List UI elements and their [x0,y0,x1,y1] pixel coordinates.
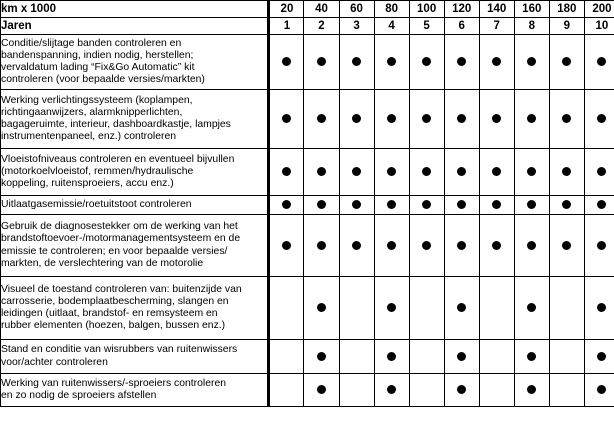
interval-cell [549,215,584,277]
check-dot-icon [352,167,361,176]
check-dot-icon [457,352,466,361]
check-dot-icon [317,200,326,209]
task-description-line: (motorkoelvloeistof, remmen/hydraulische [1,165,194,177]
check-dot-icon [387,200,396,209]
check-dot-icon [387,241,396,250]
task-description [1,374,269,407]
check-dot-icon [527,200,536,209]
check-dot-icon [282,57,291,66]
check-dot-icon [562,114,571,123]
km-value: 20 [269,1,304,18]
check-dot-icon [597,303,606,312]
km-header-row [1,1,614,18]
task-description-line: voor/achter controleren [1,356,108,368]
interval-cell [374,374,409,407]
schedule-row [1,196,614,215]
task-description-line: controleren (voor bepaalde versies/markten) [1,74,205,86]
check-dot-icon [352,57,361,66]
interval-cell [374,196,409,215]
check-dot-icon [492,200,501,209]
interval-cell [549,277,584,340]
interval-cell [514,196,549,215]
interval-cell [339,374,374,407]
years-header-row [1,18,614,35]
check-dot-icon [457,385,466,394]
check-dot-icon [282,200,291,209]
check-dot-icon [527,352,536,361]
interval-cell [514,277,549,340]
task-description-line: richtingaanwijzers, alarmknipperlichten, [1,106,183,118]
interval-cell [549,196,584,215]
interval-cell [374,35,409,90]
interval-cell [409,340,444,374]
interval-cell [409,277,444,340]
check-dot-icon [387,167,396,176]
check-dot-icon [492,241,501,250]
km-value: 200 [584,1,614,18]
interval-cell [549,149,584,196]
interval-cell [339,215,374,277]
check-dot-icon [422,241,431,250]
interval-cell [584,215,614,277]
check-dot-icon [597,241,606,250]
task-description-line: Uitlaatgasemissie/roetuitstoot controleren [1,198,192,210]
check-dot-icon [387,57,396,66]
interval-cell [514,215,549,277]
check-dot-icon [597,200,606,209]
schedule-row [1,90,614,149]
task-description-line: vervaldatum lading “Fix&Go Automatic” kit [1,62,195,73]
km-value: 80 [374,1,409,18]
interval-cell [584,90,614,149]
check-dot-icon [492,167,501,176]
check-dot-icon [457,200,466,209]
interval-cell [444,277,479,340]
check-dot-icon [352,241,361,250]
interval-cell [269,215,304,277]
interval-cell [339,90,374,149]
interval-cell [479,340,514,374]
task-description-line: instrumentenpaneel, enz.) controleren [1,131,177,143]
interval-cell [409,374,444,407]
interval-cell [479,277,514,340]
check-dot-icon [317,385,326,394]
interval-cell [339,35,374,90]
interval-cell [584,277,614,340]
interval-cell [444,340,479,374]
interval-cell [339,277,374,340]
km-value: 40 [304,1,339,18]
check-dot-icon [282,114,291,123]
interval-cell [374,90,409,149]
task-description-line: carrosserie, bodemplaatbescherming, slangen en [1,295,229,307]
year-value: 5 [409,18,444,35]
interval-cell [584,196,614,215]
interval-cell [514,149,549,196]
km-value: 60 [339,1,374,18]
check-dot-icon [527,167,536,176]
km-label: km x 1000 [1,1,269,18]
check-dot-icon [387,385,396,394]
interval-cell [584,35,614,90]
interval-cell [549,374,584,407]
year-value: 9 [549,18,584,35]
check-dot-icon [597,385,606,394]
schedule-row [1,277,614,340]
task-description-line: Gebruik de diagnosestekker om de werking van het [1,221,238,233]
task-description [1,196,269,215]
check-dot-icon [457,241,466,250]
year-value: 3 [339,18,374,35]
check-dot-icon [422,167,431,176]
task-description [1,35,269,90]
check-dot-icon [282,167,291,176]
year-value: 2 [304,18,339,35]
interval-cell [339,149,374,196]
check-dot-icon [317,114,326,123]
interval-cell [269,35,304,90]
year-value: 6 [444,18,479,35]
interval-cell [304,90,339,149]
check-dot-icon [422,57,431,66]
task-description [1,90,269,149]
interval-cell [549,35,584,90]
interval-cell [304,149,339,196]
check-dot-icon [527,385,536,394]
schedule-row [1,340,614,374]
check-dot-icon [317,57,326,66]
interval-cell [444,196,479,215]
interval-cell [444,374,479,407]
interval-cell [514,35,549,90]
interval-cell [479,149,514,196]
interval-cell [514,374,549,407]
interval-cell [269,149,304,196]
interval-cell [409,215,444,277]
interval-cell [304,340,339,374]
check-dot-icon [457,114,466,123]
interval-cell [584,149,614,196]
year-value: 4 [374,18,409,35]
interval-cell [549,340,584,374]
interval-cell [409,35,444,90]
years-label: Jaren [1,18,269,35]
interval-cell [479,215,514,277]
schedule-row [1,149,614,196]
check-dot-icon [527,303,536,312]
interval-cell [304,196,339,215]
check-dot-icon [562,57,571,66]
year-value: 7 [479,18,514,35]
interval-cell [269,196,304,215]
km-value: 160 [514,1,549,18]
year-value: 10 [584,18,614,35]
km-value: 180 [549,1,584,18]
task-description-line: emissie te controleren; en voor bepaalde versies/ [1,245,228,257]
task-description-line: rubber elementen (hoezen, balgen, bussen enz.) [1,320,226,332]
check-dot-icon [317,167,326,176]
interval-cell [444,35,479,90]
task-description-line: Visueel de toestand controleren van: buitenzijde van [1,283,242,295]
interval-cell [269,277,304,340]
task-description [1,277,269,340]
task-description [1,215,269,277]
interval-cell [374,340,409,374]
check-dot-icon [492,57,501,66]
km-value: 100 [409,1,444,18]
check-dot-icon [387,114,396,123]
task-description-line: leidingen (uitlaat, brandstof- en remsysteem en [1,308,218,319]
schedule-row [1,215,614,277]
interval-cell [339,196,374,215]
check-dot-icon [317,352,326,361]
interval-cell [479,90,514,149]
check-dot-icon [527,114,536,123]
interval-cell [479,374,514,407]
task-description-line: Werking van ruitenwissers/-sproeiers controleren [1,377,227,389]
interval-cell [304,374,339,407]
interval-cell [269,374,304,407]
check-dot-icon [352,114,361,123]
task-description-line: markten, de verslechtering van de motorolie [1,257,204,269]
interval-cell [304,277,339,340]
task-description-line: en zo nodig de sproeiers afstellen [1,390,157,401]
task-description [1,149,269,196]
check-dot-icon [597,114,606,123]
interval-cell [514,340,549,374]
task-description-line: koppeling, ruitensproeiers, accu enz.) [1,178,174,190]
interval-cell [479,196,514,215]
interval-cell [304,215,339,277]
check-dot-icon [597,352,606,361]
task-description-line: Werking verlichtingssysteem (koplampen, [1,94,193,106]
interval-cell [444,149,479,196]
km-value: 120 [444,1,479,18]
interval-cell [409,149,444,196]
check-dot-icon [562,241,571,250]
interval-cell [514,90,549,149]
check-dot-icon [457,167,466,176]
interval-cell [409,90,444,149]
interval-cell [409,196,444,215]
interval-cell [304,35,339,90]
interval-cell [584,374,614,407]
interval-cell [479,35,514,90]
task-description-line: Stand en conditie van wisrubbers van ruitenwissers [1,344,238,356]
check-dot-icon [457,57,466,66]
interval-cell [444,215,479,277]
interval-cell [374,215,409,277]
interval-cell [269,90,304,149]
interval-cell [584,340,614,374]
task-description-line: Conditie/slijtage banden controleren en [1,37,182,49]
check-dot-icon [422,114,431,123]
task-description-line: brandstoftoevoer-/motormanagementsysteem en de [1,233,241,245]
check-dot-icon [422,200,431,209]
year-value: 1 [269,18,304,35]
check-dot-icon [317,303,326,312]
interval-cell [549,90,584,149]
interval-cell [374,149,409,196]
task-description [1,340,269,374]
task-description-line: bagageruimte, interieur, dashboardkastje, lampjes [1,119,231,130]
year-value: 8 [514,18,549,35]
interval-cell [339,340,374,374]
schedule-row [1,374,614,407]
check-dot-icon [352,200,361,209]
check-dot-icon [562,167,571,176]
km-value: 140 [479,1,514,18]
check-dot-icon [457,303,466,312]
check-dot-icon [597,57,606,66]
check-dot-icon [387,303,396,312]
task-description-line: Vloeistofniveaus controleren en eventueel bijvullen [1,153,235,165]
schedule-row [1,35,614,90]
interval-cell [374,277,409,340]
task-description-line: bandenspanning, indien nodig, herstellen; [1,49,194,61]
check-dot-icon [562,200,571,209]
check-dot-icon [492,114,501,123]
interval-cell [269,340,304,374]
interval-cell [444,90,479,149]
check-dot-icon [387,352,396,361]
check-dot-icon [282,241,291,250]
check-dot-icon [527,57,536,66]
check-dot-icon [317,241,326,250]
check-dot-icon [527,241,536,250]
check-dot-icon [597,167,606,176]
